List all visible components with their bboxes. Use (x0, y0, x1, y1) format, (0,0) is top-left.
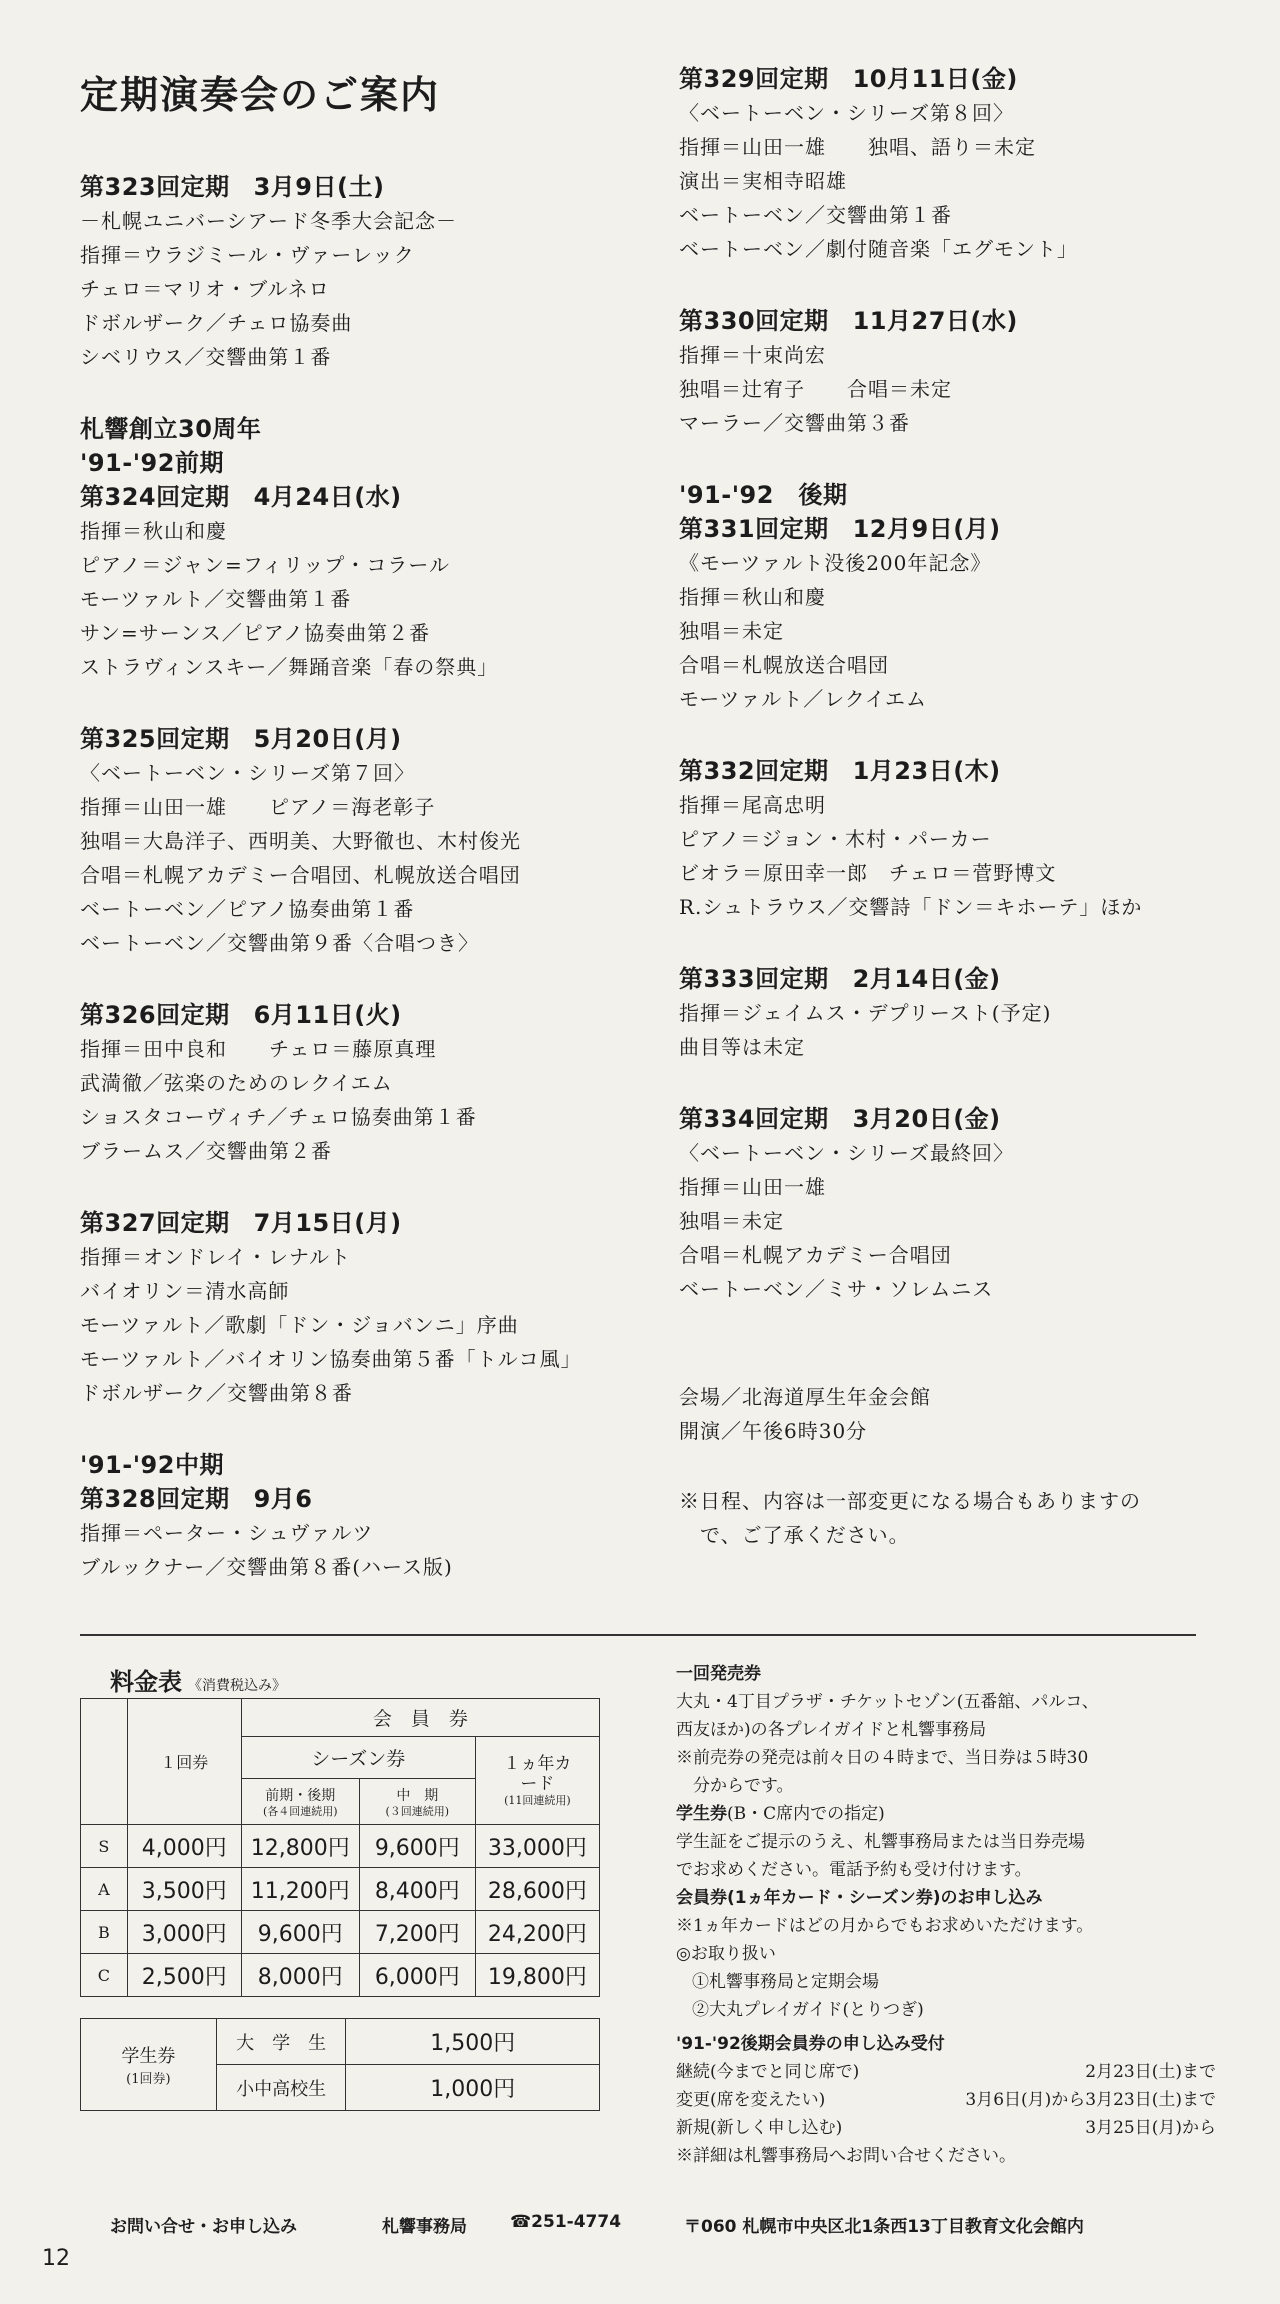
price-cell: 1,000円 (346, 2065, 600, 2111)
concert-heading (80, 722, 640, 756)
address: 〒060 札幌市中央区北1条西13丁目教育文化会館内 (684, 2217, 1084, 2237)
concert-line: ベートーベン／ミサ・ソレムニス (679, 1277, 994, 1301)
student-ticket-label (81, 2019, 217, 2111)
notice-line: で、ご了承ください。 (679, 1523, 910, 1547)
concert-328 (80, 1448, 640, 1584)
student-label-text: 学生券 (121, 2046, 176, 2067)
concert-334 (679, 1102, 1239, 1306)
office-name: 札響事務局 (382, 2217, 467, 2237)
application-row (676, 2058, 1216, 2086)
info-line: 分からです。 (676, 1776, 794, 1796)
application-type: 変更(席を変えたい) (676, 2090, 826, 2110)
concert-line: ベートーベン／交響曲第１番 (679, 203, 952, 227)
section-heading: '91-'92前期 (80, 449, 224, 477)
concert-323 (80, 170, 640, 374)
concert-line: 独唱＝辻宥子 合唱＝未定 (679, 377, 952, 401)
info-line: ◎お取り扱い (676, 1944, 776, 1964)
zenki-note: (各４回連続用) (262, 1804, 338, 1818)
info-heading-note: (B・C席内での指定) (727, 1804, 885, 1824)
price-subtitle: 《消費税込み》 (188, 1678, 286, 1694)
concert-date: 3月9日(土) (253, 173, 385, 201)
annual-card-note: (11回連続用) (504, 1793, 571, 1807)
concert-number: 第323回定期 (80, 173, 230, 201)
price-cell: 8,400円 (359, 1868, 475, 1911)
application-period: 3月25日(月)から (1085, 2118, 1216, 2138)
price-cell: 12,800円 (241, 1825, 359, 1868)
concert-date: 4月24日(水) (253, 483, 402, 511)
price-cell: 9,600円 (241, 1911, 359, 1954)
concert-date: 2月14日(金) (852, 965, 1001, 993)
chuki-header (359, 1779, 475, 1825)
concert-line: 《モーツァルト没後200年記念》 (679, 551, 992, 575)
price-cell: 33,000円 (475, 1825, 599, 1868)
price-cell: 1,500円 (346, 2019, 600, 2065)
chuki-label: 中 期 (396, 1787, 439, 1804)
price-table-title (110, 1662, 286, 1697)
concert-line: 指揮＝田中良和 チェロ＝藤原真理 (80, 1037, 437, 1061)
concert-date: 6月11日(火) (253, 1001, 402, 1029)
concert-line: 〈ベートーベン・シリーズ第８回〉 (679, 101, 1014, 125)
concert-heading (80, 480, 640, 514)
seat-class: B (81, 1911, 128, 1954)
seat-class: S (81, 1825, 128, 1868)
concert-heading (80, 1482, 640, 1516)
concert-line: 独唱＝未定 (679, 1209, 784, 1233)
student-price-table (80, 2018, 600, 2111)
season-ticket-header: シーズン券 (241, 1737, 475, 1779)
concert-number: 第324回定期 (80, 483, 230, 511)
info-heading: '91-'92後期会員券の申し込み受付 (676, 2034, 945, 2054)
page-title: 定期演奏会のご案内 (80, 73, 441, 117)
concert-line: サン=サーンス／ピアノ協奏曲第２番 (80, 621, 431, 645)
concert-line: 指揮＝尾高忠明 (679, 793, 826, 817)
info-line: でお求めください。電話予約も受け付けます。 (676, 1860, 1032, 1880)
concert-line: ベートーベン／劇付随音楽「エグモント」 (679, 237, 1078, 261)
concert-line: 指揮＝ジェイムス・デプリースト(予定) (679, 1001, 1052, 1025)
table-row (81, 1954, 600, 1997)
concert-heading (679, 512, 1239, 546)
concert-number: 第327回定期 (80, 1209, 230, 1237)
concert-number: 第331回定期 (679, 515, 829, 543)
info-line: 学生証をご提示のうえ、札響事務局または当日券売場 (676, 1832, 1086, 1852)
price-title-text: 料金表 (110, 1668, 182, 1696)
student-type: 大 学 生 (216, 2019, 346, 2065)
price-cell: 11,200円 (241, 1868, 359, 1911)
concert-line: ピアノ＝ジョン・木村・パーカー (679, 827, 992, 851)
concert-line: 指揮＝山田一雄 (679, 1175, 826, 1199)
annual-card-header (475, 1737, 599, 1825)
price-cell: 9,600円 (359, 1825, 475, 1868)
concert-date: 9月6 (253, 1485, 313, 1513)
price-cell: 3,500円 (127, 1868, 241, 1911)
phone-number: ☎251-4774 (510, 2212, 622, 2232)
info-line: ①札響事務局と定期会場 (692, 1972, 879, 1992)
concert-heading (80, 1206, 640, 1240)
chuki-note: (３回連続用) (385, 1804, 450, 1818)
concert-line: ドボルザーク／交響曲第８番 (80, 1381, 353, 1405)
concert-line: ドボルザーク／チェロ協奏曲 (80, 311, 353, 335)
seat-class: A (81, 1868, 128, 1911)
info-heading-text: 学生券 (676, 1804, 727, 1824)
concert-heading (679, 962, 1239, 996)
venue-line: 会場／北海道厚生年金会館 (679, 1385, 931, 1409)
price-table (80, 1698, 600, 1997)
concert-line: シベリウス／交響曲第１番 (80, 345, 332, 369)
concert-line: 合唱＝札幌アカデミー合唱団 (679, 1243, 952, 1267)
contact-label: お問い合せ・お申し込み (110, 2217, 297, 2237)
concert-line: ビオラ＝原田幸一郎 チェロ＝菅野博文 (679, 861, 1057, 885)
concert-number: 第334回定期 (679, 1105, 829, 1133)
concert-line: モーツァルト／歌劇「ドン・ジョバンニ」序曲 (80, 1313, 519, 1337)
concert-line: 〈ベートーベン・シリーズ第７回〉 (80, 761, 415, 785)
concert-line: 指揮＝山田一雄 ピアノ＝海老彰子 (80, 795, 436, 819)
concert-327 (80, 1206, 640, 1410)
concert-date: 12月9日(月) (852, 515, 1001, 543)
info-line: ※前売券の発売は前々日の４時まで、当日券は５時30 (676, 1748, 1089, 1768)
price-cell: 28,600円 (475, 1868, 599, 1911)
section-heading: 札響創立30周年 (80, 415, 262, 443)
concert-heading (679, 62, 1239, 96)
concert-line: 合唱＝札幌アカデミー合唱団、札幌放送合唱団 (80, 863, 521, 887)
concert-date: 7月15日(月) (253, 1209, 402, 1237)
concert-line: 指揮＝十束尚宏 (679, 343, 826, 367)
concert-line: ブラームス／交響曲第２番 (80, 1139, 332, 1163)
concert-line: 演出＝実相寺昭雄 (679, 169, 847, 193)
concert-line: 指揮＝オンドレイ・レナルト (80, 1245, 351, 1269)
concert-line: バイオリン＝清水高師 (80, 1279, 290, 1303)
concert-date: 1月23日(木) (852, 757, 1001, 785)
member-ticket-header: 会 員 券 (241, 1699, 599, 1737)
application-period: 3月6日(月)から3月23日(土)まで (965, 2090, 1216, 2110)
concert-number: 第332回定期 (679, 757, 829, 785)
table-row (81, 1825, 600, 1868)
student-type: 小中高校生 (216, 2065, 346, 2111)
concert-heading (80, 998, 640, 1032)
concert-number: 第328回定期 (80, 1485, 230, 1513)
concert-heading (679, 1102, 1239, 1136)
info-line: 大丸・4丁目プラザ・チケットセゾン(五番舘、パルコ、 (676, 1692, 1099, 1712)
notice-line: ※日程、内容は一部変更になる場合もありますの (679, 1489, 1141, 1513)
concert-line: モーツァルト／レクイエム (679, 687, 927, 711)
start-time-line: 開演／午後6時30分 (679, 1419, 868, 1443)
concert-line: 指揮＝秋山和慶 (679, 585, 826, 609)
application-period: 2月23日(土)まで (1085, 2062, 1216, 2082)
concert-number: 第330回定期 (679, 307, 829, 335)
concert-line: チェロ＝マリオ・ブルネロ (80, 277, 330, 301)
concert-line: 独唱＝大島洋子、西明美、大野徹也、木村俊光 (80, 829, 521, 853)
application-type: 新規(新しく申し込む) (676, 2118, 843, 2138)
concert-date: 10月11日(金) (852, 65, 1018, 93)
concert-330 (679, 304, 1239, 440)
concert-line: 独唱＝未定 (679, 619, 784, 643)
concert-line: 合唱＝札幌放送合唱団 (679, 653, 889, 677)
concert-line: R.シュトラウス／交響詩「ドン＝キホーテ」ほか (679, 895, 1143, 919)
concert-heading (679, 304, 1239, 338)
concert-heading (80, 170, 640, 204)
concert-number: 第326回定期 (80, 1001, 230, 1029)
concert-number: 第333回定期 (679, 965, 829, 993)
concert-line: 〈ベートーベン・シリーズ最終回〉 (679, 1141, 1014, 1165)
info-line: ※1ヵ年カードはどの月からでもお求めいただけます。 (676, 1916, 1094, 1936)
concert-331 (679, 478, 1239, 716)
left-column (80, 170, 640, 1622)
price-cell: 8,000円 (241, 1954, 359, 1997)
concert-324 (80, 412, 640, 684)
concert-number: 第329回定期 (679, 65, 829, 93)
page-number: 12 (42, 2246, 70, 2271)
single-ticket-header: １回券 (127, 1699, 241, 1825)
concert-line: ストラヴィンスキー／舞踊音楽「春の祭典」 (80, 655, 499, 679)
concert-332 (679, 754, 1239, 924)
concert-line: 指揮＝秋山和慶 (80, 519, 227, 543)
application-row (676, 2114, 1216, 2142)
concert-line: モーツァルト／バイオリン協奏曲第５番「トルコ風」 (80, 1347, 582, 1371)
table-row (81, 2019, 600, 2065)
concert-326 (80, 998, 640, 1168)
right-column (679, 62, 1239, 1552)
price-cell: 24,200円 (475, 1911, 599, 1954)
concert-line: 武満徹／弦楽のためのレクイエム (80, 1071, 393, 1095)
price-cell: 4,000円 (127, 1825, 241, 1868)
info-heading: 会員券(1ヵ年カード・シーズン券)のお申し込み (676, 1888, 1043, 1908)
concert-line: ブルックナー／交響曲第８番(ハース版) (80, 1555, 453, 1579)
concert-heading (679, 754, 1239, 788)
concert-333 (679, 962, 1239, 1064)
table-row (81, 1699, 600, 1737)
price-cell: 6,000円 (359, 1954, 475, 1997)
section-heading: '91-'92中期 (80, 1451, 224, 1479)
price-cell: 2,500円 (127, 1954, 241, 1997)
concert-line: 指揮＝山田一雄 独唱、語り＝未定 (679, 135, 1036, 159)
zenki-header (241, 1779, 359, 1825)
table-row (81, 1911, 600, 1954)
concert-line: ベートーベン／ピアノ協奏曲第１番 (80, 897, 415, 921)
table-row (81, 1868, 600, 1911)
info-line: ※詳細は札響事務局へお問い合せください。 (676, 2146, 1016, 2166)
info-line: ②大丸プレイガイド(とりつぎ) (692, 2000, 924, 2020)
concert-date: 11月27日(水) (852, 307, 1018, 335)
concert-date: 3月20日(金) (852, 1105, 1001, 1133)
annual-card-label: １ヵ年カード (503, 1753, 572, 1794)
zenki-label: 前期・後期 (265, 1787, 336, 1804)
concert-325 (80, 722, 640, 960)
concert-line: 指揮＝ペーター・シュヴァルツ (80, 1521, 374, 1545)
concert-date: 5月20日(月) (253, 725, 402, 753)
concert-number: 第325回定期 (80, 725, 230, 753)
concert-line: －札幌ユニバーシアード冬季大会記念－ (80, 209, 457, 233)
ticket-info (676, 1660, 1216, 2170)
application-type: 継続(今までと同じ席で) (676, 2062, 860, 2082)
price-cell: 19,800円 (475, 1954, 599, 1997)
concert-line: ショスタコーヴィチ／チェロ協奏曲第１番 (80, 1105, 477, 1129)
seat-class: C (81, 1954, 128, 1997)
student-label-note: (1回券) (126, 2072, 171, 2087)
info-heading: 一回発売券 (676, 1664, 761, 1684)
table-cell (81, 1699, 128, 1825)
price-cell: 7,200円 (359, 1911, 475, 1954)
concert-329 (679, 62, 1239, 266)
concert-line: モーツァルト／交響曲第１番 (80, 587, 352, 611)
concert-line: 指揮＝ウラジミール・ヴァーレック (80, 243, 415, 267)
concert-line: ベートーベン／交響曲第９番〈合唱つき〉 (80, 931, 479, 955)
application-row (676, 2086, 1216, 2114)
price-cell: 3,000円 (127, 1911, 241, 1954)
info-heading (676, 1800, 1216, 1828)
divider-rule (80, 1634, 1196, 1636)
concert-line: ピアノ＝ジャン=フィリップ・コラール (80, 553, 450, 577)
concert-line: 曲目等は未定 (679, 1035, 805, 1059)
info-line: 西友ほか)の各プレイガイドと札響事務局 (676, 1720, 987, 1740)
section-heading: '91-'92 後期 (679, 481, 848, 509)
concert-line: マーラー／交響曲第３番 (679, 411, 910, 435)
